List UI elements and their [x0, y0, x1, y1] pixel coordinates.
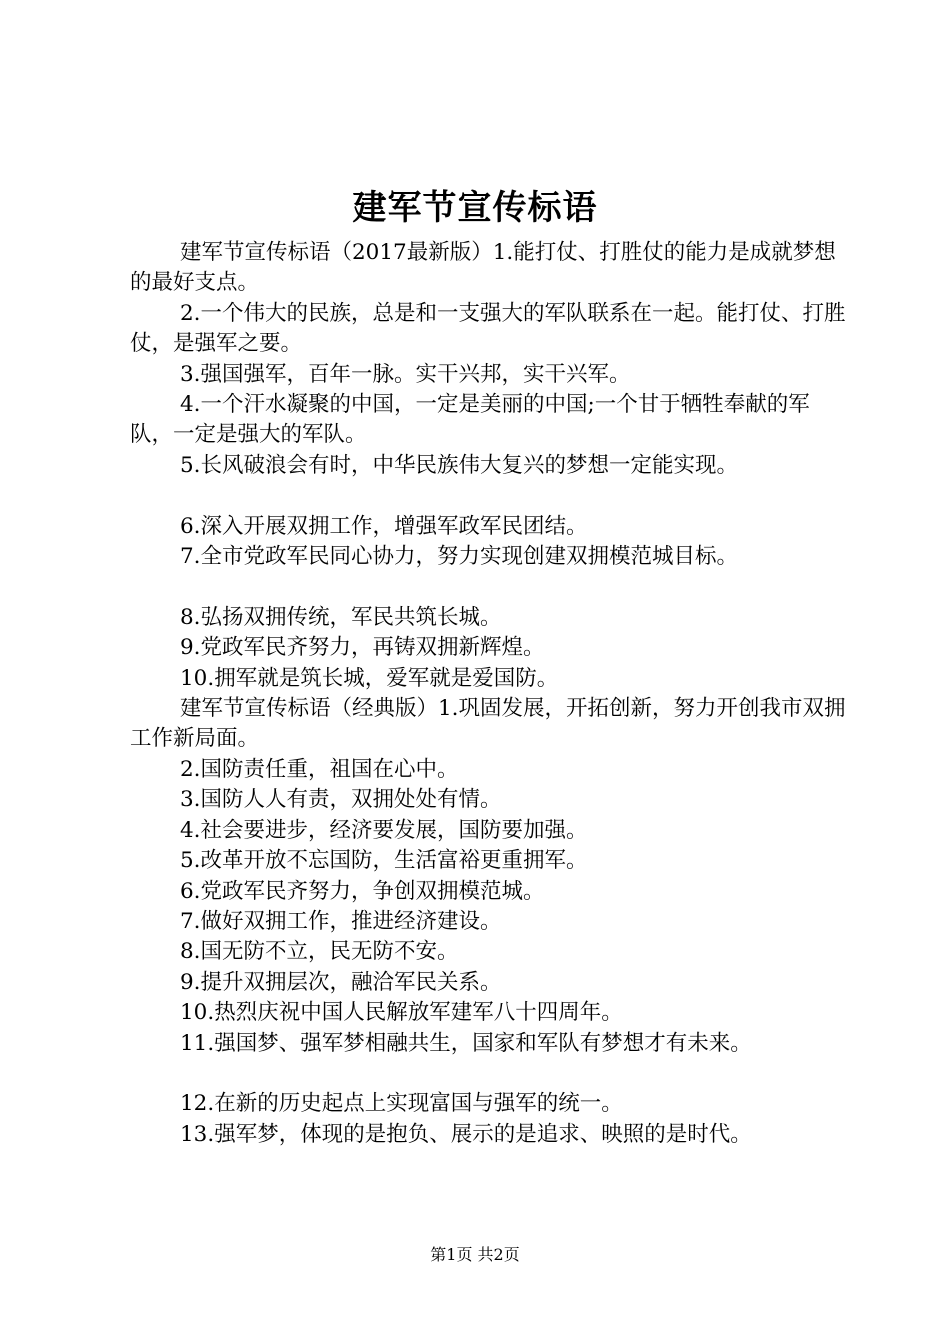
paragraph-6: 6.深入开展双拥工作，增强军政军民团结。: [180, 513, 588, 539]
paragraph-1: 建军节宣传标语（2017最新版）1.能打仗、打胜仗的能力是成就梦想的最好支点。: [130, 240, 836, 296]
paragraph-16: 6.党政军民齐努力，争创双拥模范城。: [180, 878, 545, 904]
paragraph-3: 3.强国强军，百年一脉。实干兴邦，实干兴军。: [180, 361, 631, 387]
paragraph-7: 7.全市党政军民同心协力，努力实现创建双拥模范城目标。: [180, 544, 739, 570]
paragraph-10: 10.拥军就是筑长城，爱军就是爱国防。: [180, 665, 559, 691]
document-body: [130, 238, 850, 1150]
paragraph-14: 4.社会要进步，经济要发展，国防要加强。: [180, 817, 588, 843]
paragraph-22: 12.在新的历史起点上实现富国与强军的统一。: [180, 1091, 623, 1117]
paragraph-19: 9.提升双拥层次，融洽军民关系。: [180, 969, 502, 995]
paragraph-13: 3.国防人人有责，双拥处处有情。: [180, 787, 502, 813]
paragraph-4: 4.一个汗水凝聚的中国，一定是美丽的中国;一个甘于牺牲奉献的军队，一定是强大的军队。: [130, 392, 810, 448]
paragraph-2: 2.一个伟大的民族，总是和一支强大的军队联系在一起。能打仗、打胜仗，是强军之要。: [130, 300, 846, 357]
paragraph-20: 10.热烈庆祝中国人民解放军建军八十四周年。: [180, 1000, 623, 1026]
paragraph-9: 9.党政军民齐努力，再铸双拥新辉煌。: [180, 635, 545, 661]
paragraph-17: 7.做好双拥工作，推进经济建设。: [180, 908, 502, 934]
paragraph-5: 5.长风破浪会有时，中华民族伟大复兴的梦想一定能实现。: [180, 452, 739, 478]
document-title: 建军节宣传标语: [352, 188, 598, 228]
paragraph-18: 8.国无防不立，民无防不安。: [180, 939, 459, 965]
paragraph-21: 11.强国梦、强军梦相融共生，国家和军队有梦想才有未来。: [180, 1030, 752, 1056]
paragraph-12: 2.国防责任重，祖国在心中。: [180, 756, 459, 782]
page-indicator: 第1页 共2页: [430, 1245, 520, 1264]
paragraph-11: 建军节宣传标语（经典版）1.巩固发展，开拓创新，努力开创我市双拥工作新局面。: [130, 696, 846, 752]
paragraph-15: 5.改革开放不忘国防，生活富裕更重拥军。: [180, 848, 588, 874]
paragraph-8: 8.弘扬双拥传统，军民共筑长城。: [180, 604, 502, 630]
paragraph-23: 13.强军梦，体现的是抱负、展示的是追求、映照的是时代。: [180, 1121, 752, 1147]
